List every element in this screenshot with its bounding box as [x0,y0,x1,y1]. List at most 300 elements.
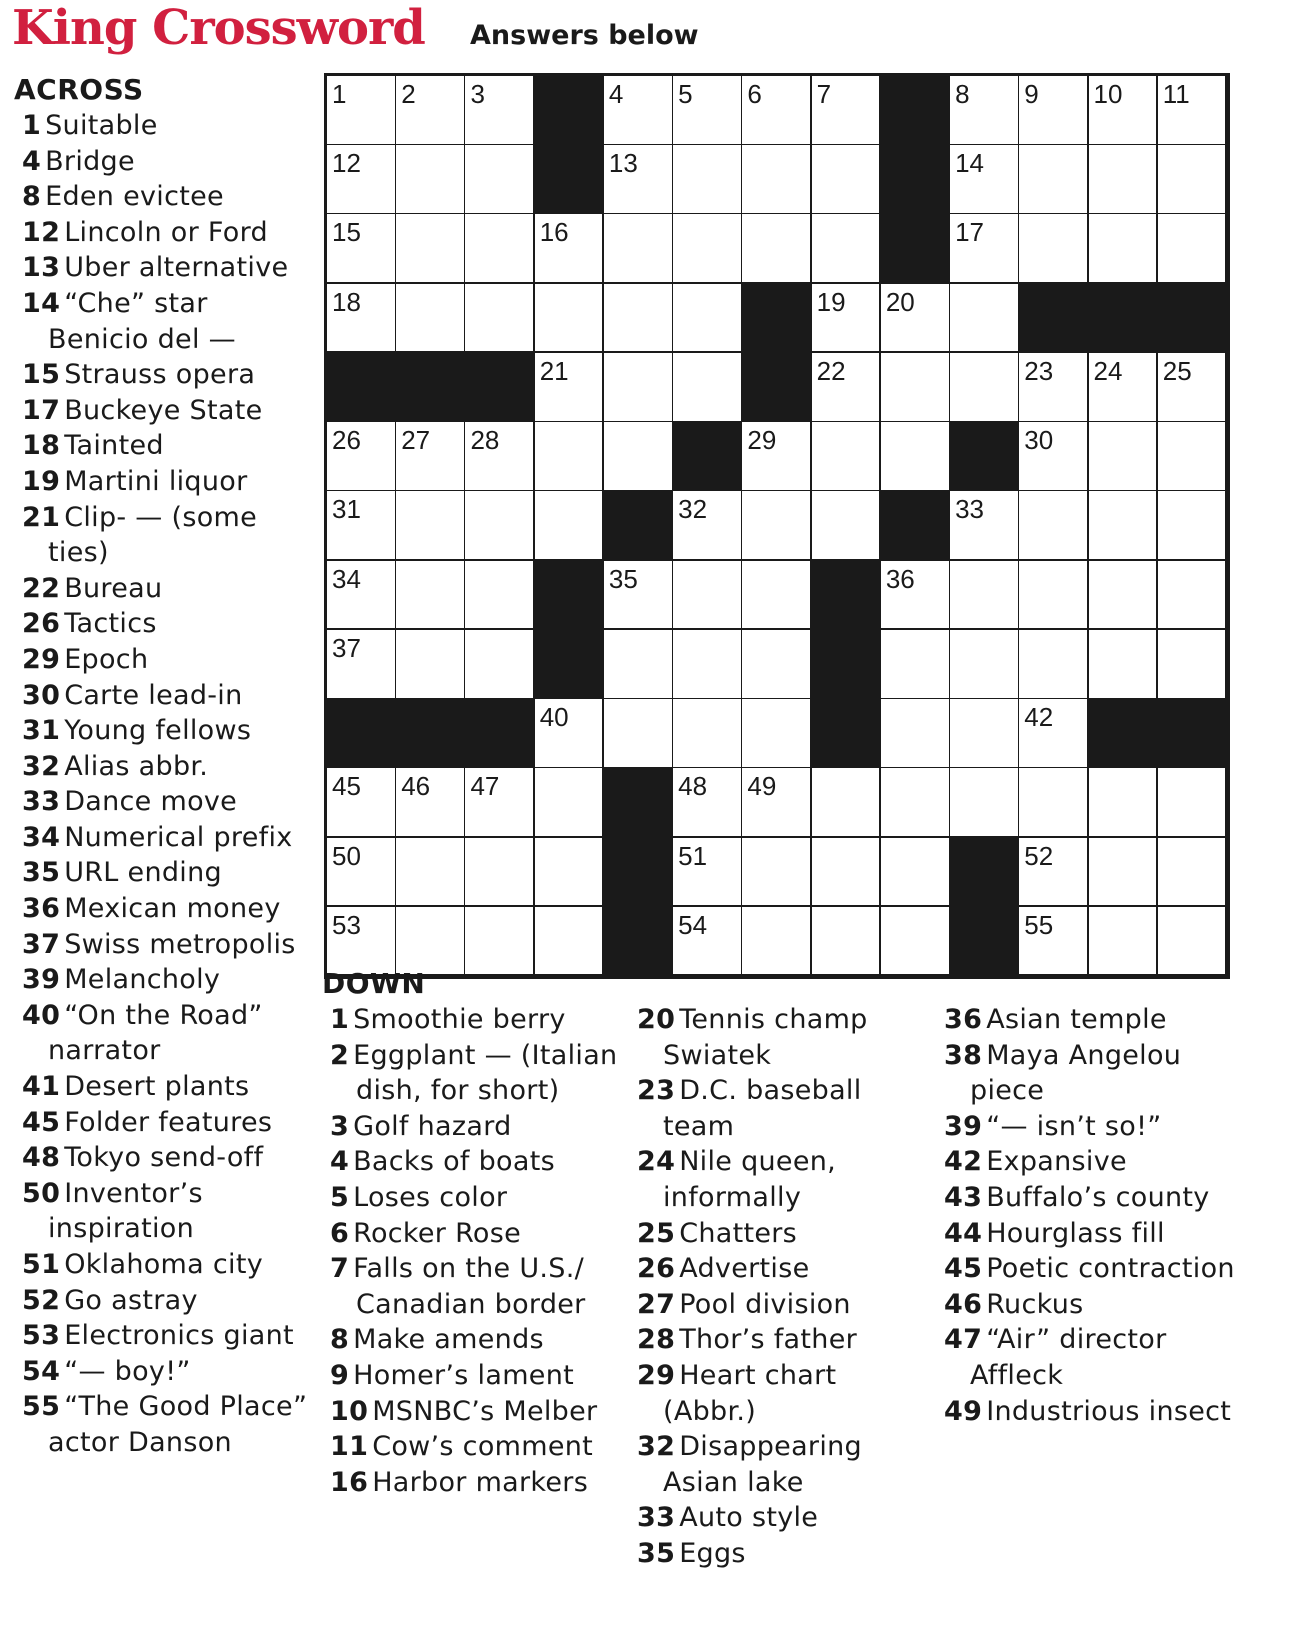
grid-cell[interactable] [881,630,951,700]
grid-cell[interactable] [535,838,605,908]
clue-text: Loses color [353,1181,508,1213]
grid-cell[interactable] [327,838,397,908]
cell-number: 42 [1024,702,1054,733]
grid-cell[interactable] [742,214,812,284]
grid-cell[interactable] [812,907,882,977]
cell-number: 18 [332,286,361,317]
grid-cell[interactable] [881,699,951,769]
clue-number: 32 [637,1431,676,1463]
across-heading: ACROSS [14,73,144,106]
grid-cell[interactable] [950,630,1020,700]
grid-cell[interactable] [604,630,674,700]
grid-block [812,630,882,700]
grid-cell[interactable] [1019,145,1089,215]
clue-text: Dance move [64,786,238,818]
clue-number: 33 [22,786,61,818]
grid-block [535,145,605,215]
clue-number: 54 [22,1355,61,1387]
clue-text: Mexican money [64,893,281,925]
clue-across-17 [14,393,314,429]
grid-cell[interactable] [1158,561,1228,631]
clue-down-11 [322,1429,632,1465]
grid-block [742,353,812,423]
grid-cell[interactable] [396,76,466,146]
grid-cell[interactable] [881,422,951,492]
clue-number: 30 [22,679,61,711]
down-clues-column-3 [936,1002,1256,1429]
grid-cell[interactable] [742,699,812,769]
down-clues-column-2 [629,1002,929,1572]
clue-number: 32 [22,750,61,782]
grid-cell[interactable] [1158,214,1228,284]
clue-text: Backs of boats [353,1146,555,1178]
grid-cell[interactable] [881,907,951,977]
clue-down-3 [322,1109,632,1145]
grid-cell[interactable] [1158,422,1228,492]
grid-cell[interactable] [396,630,466,700]
grid-cell[interactable] [881,284,951,354]
grid-cell[interactable] [673,699,743,769]
grid-cell[interactable] [465,76,535,146]
grid-cell[interactable] [604,214,674,284]
grid-cell[interactable] [327,768,397,838]
cell-number: 3 [470,79,485,109]
grid-cell[interactable] [742,630,812,700]
cell-number: 40 [539,702,569,733]
clue-number: 13 [22,252,61,284]
grid-cell[interactable] [535,284,605,354]
grid-cell[interactable] [673,214,743,284]
grid-block [327,353,397,423]
clue-across-36 [14,891,314,927]
clue-number: 49 [944,1395,983,1427]
clue-number: 23 [637,1075,676,1107]
clue-across-54 [14,1354,314,1390]
clue-number: 55 [22,1391,61,1423]
grid-cell[interactable] [742,145,812,215]
grid-cell[interactable] [812,491,882,561]
grid-block [535,561,605,631]
clue-across-45 [14,1105,314,1141]
clue-number: 6 [330,1217,350,1249]
grid-cell[interactable] [604,561,674,631]
grid-cell[interactable] [1089,353,1159,423]
clue-text: Rocker Rose [353,1217,522,1249]
grid-block [535,76,605,146]
grid-cell[interactable] [465,630,535,700]
grid-cell[interactable] [1019,699,1089,769]
clue-number: 39 [944,1110,983,1142]
grid-block [604,838,674,908]
clue-text: Make amends [353,1324,544,1356]
grid-cell[interactable] [535,353,605,423]
clue-number: 35 [22,857,61,889]
cell-number: 5 [678,79,693,109]
grid-cell[interactable] [1158,491,1228,561]
clue-text: Nile queen, informally [663,1146,837,1213]
clue-across-32 [14,749,314,785]
grid-cell[interactable] [1158,76,1228,146]
grid-block [396,353,466,423]
clue-text: “— isn’t so!” [986,1110,1162,1142]
clue-across-21 [14,500,314,571]
grid-cell[interactable] [1019,561,1089,631]
grid-cell[interactable] [1019,838,1089,908]
clue-text: Pool division [679,1288,851,1320]
grid-cell[interactable] [950,353,1020,423]
clue-text: Industrious insect [986,1395,1232,1427]
cell-number: 19 [816,286,846,317]
grid-cell[interactable] [535,214,605,284]
grid-cell[interactable] [950,284,1020,354]
clue-across-1 [14,108,314,144]
clue-number: 4 [330,1146,350,1178]
clue-number: 44 [944,1217,983,1249]
clue-across-53 [14,1318,314,1354]
cell-number: 48 [678,771,708,802]
grid-block [881,214,951,284]
grid-block [1089,699,1159,769]
grid-cell[interactable] [604,145,674,215]
grid-cell[interactable] [535,491,605,561]
grid-cell[interactable] [742,491,812,561]
clue-number: 45 [22,1106,61,1138]
grid-cell[interactable] [1089,768,1159,838]
grid-cell[interactable] [673,491,743,561]
clue-number: 19 [22,465,61,497]
grid-block [881,76,951,146]
clue-text: “On the Road” narrator [48,999,263,1067]
grid-cell[interactable] [465,561,535,631]
cell-number: 23 [1024,355,1054,386]
grid-cell[interactable] [881,768,951,838]
grid-cell[interactable] [1158,838,1228,908]
clue-across-52 [14,1283,314,1319]
clue-down-28 [629,1322,929,1358]
clue-text: Alias abbr. [64,750,209,782]
clue-number: 41 [22,1071,61,1103]
clue-number: 26 [637,1253,676,1285]
cell-number: 27 [401,425,431,456]
grid-cell[interactable] [1019,214,1089,284]
grid-cell[interactable] [535,768,605,838]
grid-cell[interactable] [950,768,1020,838]
grid-cell[interactable] [604,76,674,146]
grid-cell[interactable] [812,76,882,146]
down-clues-column-1 [322,966,632,1500]
grid-cell[interactable] [812,353,882,423]
clue-text: Carte lead-in [64,679,243,711]
grid-cell[interactable] [327,284,397,354]
clue-across-51 [14,1247,314,1283]
clue-number: 8 [330,1324,350,1356]
grid-cell[interactable] [742,422,812,492]
grid-cell[interactable] [673,907,743,977]
cell-number: 55 [1024,909,1054,940]
grid-cell[interactable] [742,907,812,977]
clue-text: Chatters [679,1217,798,1249]
clue-text: Buckeye State [64,394,263,426]
clue-number: 39 [22,964,61,996]
grid-cell[interactable] [327,561,397,631]
grid-cell[interactable] [742,561,812,631]
clue-number: 48 [22,1142,61,1174]
clue-number: 5 [330,1181,350,1213]
grid-cell[interactable] [950,699,1020,769]
clue-text: Suitable [45,110,158,141]
grid-cell[interactable] [1158,630,1228,700]
clue-across-31 [14,713,314,749]
grid-block [1019,284,1089,354]
clue-text: Thor’s father [679,1324,858,1356]
grid-cell[interactable] [1019,76,1089,146]
grid-cell[interactable] [673,630,743,700]
cell-number: 30 [1024,425,1054,456]
grid-cell[interactable] [465,838,535,908]
clue-text: Cow’s comment [372,1431,594,1463]
clue-down-43 [936,1180,1256,1216]
grid-block [465,699,535,769]
grid-cell[interactable] [1019,907,1089,977]
grid-cell[interactable] [673,76,743,146]
cell-number: 1 [332,79,347,109]
grid-cell[interactable] [1019,768,1089,838]
clue-number: 7 [330,1253,350,1285]
grid-cell[interactable] [812,422,882,492]
grid-cell[interactable] [535,699,605,769]
clue-down-36 [936,1002,1256,1038]
cell-number: 12 [332,148,361,179]
clue-down-6 [322,1216,632,1252]
grid-cell[interactable] [1158,145,1228,215]
clue-number: 17 [22,394,61,426]
grid-cell[interactable] [673,353,743,423]
grid-block [465,353,535,423]
grid-cell[interactable] [950,76,1020,146]
clue-number: 11 [330,1431,369,1463]
grid-cell[interactable] [396,768,466,838]
grid-cell[interactable] [604,353,674,423]
clue-across-22 [14,571,314,607]
clue-down-5 [322,1180,632,1216]
grid-cell[interactable] [673,838,743,908]
clue-number: 34 [22,821,61,853]
clue-down-46 [936,1287,1256,1323]
clue-text: Advertise [679,1253,810,1285]
grid-cell[interactable] [1089,145,1159,215]
grid-cell[interactable] [812,145,882,215]
grid-cell[interactable] [396,284,466,354]
clue-number: 38 [944,1039,983,1071]
grid-cell[interactable] [396,491,466,561]
grid-cell[interactable] [1089,838,1159,908]
clue-down-8 [322,1322,632,1358]
clue-across-50 [14,1176,314,1247]
grid-cell[interactable] [604,284,674,354]
cell-number: 26 [332,425,361,456]
clue-number: 15 [22,359,61,391]
grid-cell[interactable] [1089,907,1159,977]
clue-number: 36 [22,893,61,925]
clue-across-34 [14,820,314,856]
grid-cell[interactable] [327,422,397,492]
clue-text: “Che” star Benicio del — [48,287,236,355]
clue-across-26 [14,606,314,642]
grid-cell[interactable] [1089,422,1159,492]
clue-across-18 [14,428,314,464]
clue-number: 3 [330,1110,350,1142]
clue-down-35 [629,1536,929,1572]
clue-across-12 [14,215,314,251]
grid-cell[interactable] [327,76,397,146]
grid-cell[interactable] [1019,422,1089,492]
grid-cell[interactable] [812,838,882,908]
grid-cell[interactable] [1089,214,1159,284]
clue-across-55 [14,1389,314,1460]
clue-text: Desert plants [64,1071,250,1103]
grid-cell[interactable] [812,768,882,838]
clue-text: Martini liquor [64,465,248,497]
clue-text: Numerical prefix [64,821,293,853]
grid-cell[interactable] [327,491,397,561]
clue-down-16 [322,1465,632,1501]
cell-number: 21 [539,355,569,386]
clue-text: Go astray [64,1284,198,1316]
grid-cell[interactable] [950,561,1020,631]
cell-number: 20 [885,286,915,317]
grid-cell[interactable] [742,768,812,838]
grid-cell[interactable] [327,630,397,700]
grid-block [881,491,951,561]
grid-cell[interactable] [673,284,743,354]
grid-cell[interactable] [465,214,535,284]
grid-cell[interactable] [1089,76,1159,146]
grid-cell[interactable] [396,838,466,908]
cell-number: 32 [678,494,708,525]
clue-down-27 [629,1287,929,1323]
grid-cell[interactable] [1019,491,1089,561]
clue-number: 36 [944,1004,983,1035]
grid-block [950,838,1020,908]
grid-cell[interactable] [950,214,1020,284]
clue-text: Eden evictee [45,181,224,213]
clue-down-2 [322,1038,632,1109]
clue-number: 50 [22,1177,61,1209]
grid-cell[interactable] [465,422,535,492]
grid-cell[interactable] [535,422,605,492]
clue-down-7 [322,1251,632,1322]
clue-text: Harbor markers [372,1466,589,1498]
clue-text: Folder features [64,1106,273,1138]
clue-number: 25 [637,1217,676,1249]
clue-down-39 [936,1109,1256,1145]
grid-block [812,699,882,769]
grid-cell[interactable] [881,561,951,631]
grid-cell[interactable] [742,76,812,146]
clue-down-10 [322,1394,632,1430]
clue-number: 47 [944,1324,983,1356]
clue-text: Poetic contraction [986,1253,1235,1285]
grid-cell[interactable] [1019,630,1089,700]
clue-down-20 [629,1002,929,1073]
clue-number: 9 [330,1359,350,1391]
clue-across-30 [14,678,314,714]
clue-number: 1 [330,1004,350,1035]
grid-cell[interactable] [396,214,466,284]
clue-across-14 [14,286,314,357]
grid-block [742,284,812,354]
grid-cell[interactable] [950,491,1020,561]
grid-cell[interactable] [742,838,812,908]
cell-number: 45 [332,771,361,802]
clue-text: Golf hazard [353,1110,512,1142]
grid-cell[interactable] [881,838,951,908]
grid-cell[interactable] [396,422,466,492]
grid-cell[interactable] [881,353,951,423]
grid-cell[interactable] [812,214,882,284]
grid-cell[interactable] [1158,353,1228,423]
clue-down-49 [936,1394,1256,1430]
clue-text: Tactics [64,608,157,640]
clue-number: 31 [22,715,61,747]
clue-across-13 [14,250,314,286]
grid-block [1089,284,1159,354]
grid-cell[interactable] [465,145,535,215]
clue-number: 29 [637,1359,676,1391]
grid-cell[interactable] [673,145,743,215]
grid-cell[interactable] [327,214,397,284]
grid-cell[interactable] [673,561,743,631]
clue-number: 27 [637,1288,676,1320]
grid-cell[interactable] [396,561,466,631]
cell-number: 2 [401,79,416,109]
grid-cell[interactable] [812,284,882,354]
grid-cell[interactable] [327,145,397,215]
clue-number: 12 [22,216,61,248]
crossword-grid [324,73,1230,979]
grid-cell[interactable] [950,145,1020,215]
grid-cell[interactable] [396,145,466,215]
grid-cell[interactable] [1089,630,1159,700]
grid-cell[interactable] [465,768,535,838]
grid-cell[interactable] [1158,768,1228,838]
grid-block [950,907,1020,977]
cell-number: 13 [608,148,638,179]
grid-cell[interactable] [465,284,535,354]
grid-cell[interactable] [1019,353,1089,423]
clue-text: Inventor’s inspiration [48,1177,203,1245]
grid-cell[interactable] [1089,491,1159,561]
grid-cell[interactable] [1089,561,1159,631]
grid-cell[interactable] [1158,907,1228,977]
cell-number: 6 [747,79,762,109]
grid-cell[interactable] [604,422,674,492]
grid-cell[interactable] [604,699,674,769]
clue-number: 45 [944,1253,983,1285]
cell-number: 16 [539,217,569,248]
clue-across-33 [14,784,314,820]
clue-number: 8 [22,181,42,213]
clue-text: Electronics giant [64,1320,294,1352]
clue-across-48 [14,1140,314,1176]
clue-text: Smoothie berry [353,1004,566,1035]
grid-cell[interactable] [673,768,743,838]
cell-number: 7 [816,79,832,109]
grid-cell[interactable] [465,491,535,561]
clue-down-25 [629,1216,929,1252]
clue-across-19 [14,464,314,500]
clue-number: 4 [22,145,42,177]
